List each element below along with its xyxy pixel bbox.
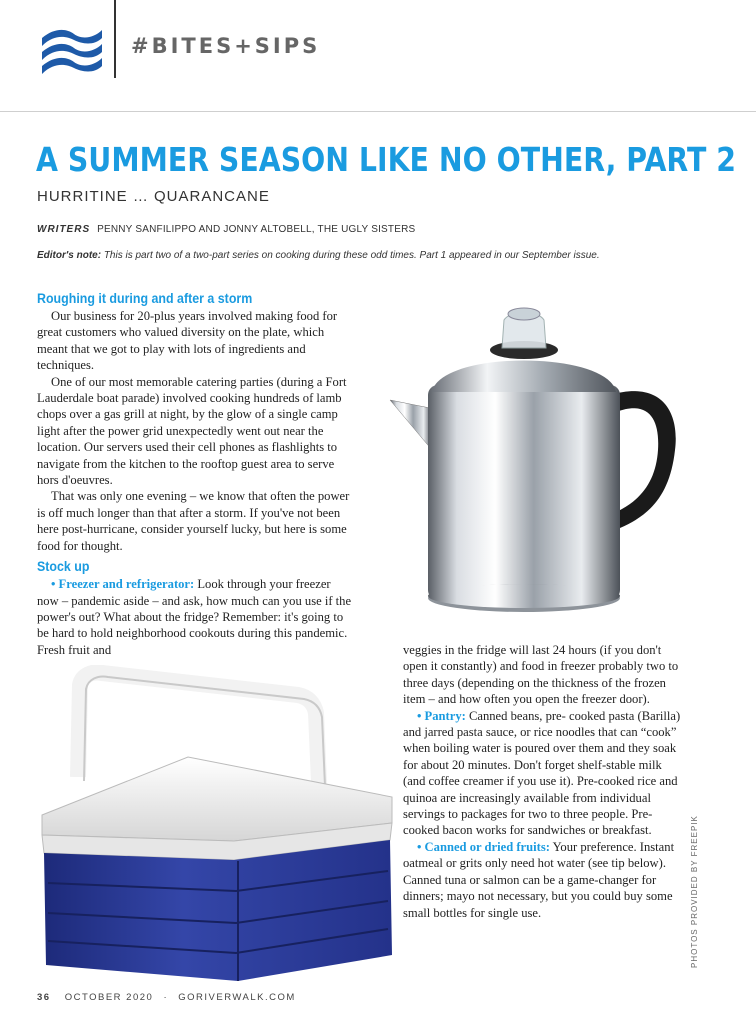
pantry-text: Canned beans, pre- cooked pasta (Barilla) and jarred pasta sauce, or rice noodles that can “cook” when boiling water is poured over them and they soak for about 20 minutes. Don't forget shelf-stable milk (and coffee creamer if you use it). Pre-cooked rice and quinoa are increasingly available from individual servings to packages for two to three people. Pre-cooked bacon works for sandwiches or breakfast. bbox=[403, 708, 681, 838]
footer-separator: · bbox=[163, 992, 169, 1003]
byline bbox=[37, 224, 415, 235]
left-column bbox=[37, 290, 355, 658]
pantry-paragraph bbox=[403, 708, 683, 839]
writers-names: PENNY SANFILIPPO AND JONNY ALTOBELL, THE UGLY SISTERS bbox=[97, 224, 416, 235]
freezer-paragraph bbox=[37, 576, 355, 658]
waves-logo-icon bbox=[40, 24, 104, 76]
editor-note-label: Editor's note: bbox=[37, 250, 102, 261]
writers-label: WRITERS bbox=[37, 224, 91, 235]
paragraph-2: One of our most memorable catering parties (during a Fort Lauderdale boat parade) involved cooking hundreds of lamb chops over a gas grill at night, by the glow of a single camp light after the power grid unexpectedly went out near the location. Our servers used their cell phones as flashlights to navigate from the kitchen to the rooftop guest area to serve hors d'oeuvres. bbox=[37, 374, 347, 488]
canned-text: Your preference. Instant oatmeal or grits only need hot water (see tip below). Canned tuna or salmon can be a game-changer for dinners; mayo not necessary, but you could buy some small bottles for single use. bbox=[403, 839, 675, 920]
site-url: GORIVERWALK.COM bbox=[178, 992, 296, 1003]
editor-note bbox=[37, 250, 600, 261]
canned-paragraph bbox=[403, 839, 683, 921]
freezer-text: Look through your freezer now – pandemic aside – and ask, how much can you use if the power's out? What about the fridge? Remember: it's going to be hard to hold neighborhood cookouts during this pandemic. Fresh fruit and bbox=[37, 577, 352, 657]
issue-date: OCTOBER 2020 bbox=[64, 992, 154, 1003]
heading-storm: Roughing it during and after a storm bbox=[37, 291, 253, 306]
section-tag: #BITES+SIPS bbox=[131, 34, 321, 58]
article-subtitle: HURRITINE … QUARANCANE bbox=[37, 188, 270, 205]
photo-credit: PHOTOS PROVIDED BY FREEPIK bbox=[690, 815, 699, 968]
paragraph-3: That was only one evening – we know that often the power is off much longer than that after a storm. If you've not been here post-hurricane, consider yourself lucky, but here is some food for thought. bbox=[37, 489, 350, 553]
article-title: A SUMMER SEASON LIKE NO OTHER, PART 2 bbox=[36, 140, 736, 179]
pantry-label: • Pantry: bbox=[417, 708, 466, 723]
coffee-percolator-image bbox=[380, 300, 690, 620]
cooler-image bbox=[38, 665, 400, 985]
page-footer bbox=[37, 992, 296, 1003]
editor-note-text: This is part two of a two-part series on cooking during these odd times. Part 1 appeared in our September issue. bbox=[103, 250, 600, 261]
right-column bbox=[403, 642, 683, 921]
canned-label: • Canned or dried fruits: bbox=[417, 839, 550, 854]
page-number: 36 bbox=[37, 992, 51, 1003]
paragraph-1: Our business for 20-plus years involved making food for great customers who valued diversity on the plate, which meant that we got to play with lots of ingredients and techniques. bbox=[37, 309, 338, 373]
header-divider bbox=[114, 0, 116, 78]
freezer-label: • Freezer and refrigerator: bbox=[51, 577, 195, 592]
heading-stock-up: Stock up bbox=[37, 559, 90, 575]
freezer-continued: veggies in the fridge will last 24 hours (if you don't open it constantly) and food in freezer probably two to three days (depending on the thickness of the frozen item – and how often you open the freezer door). bbox=[403, 643, 679, 707]
page-header bbox=[0, 0, 756, 112]
